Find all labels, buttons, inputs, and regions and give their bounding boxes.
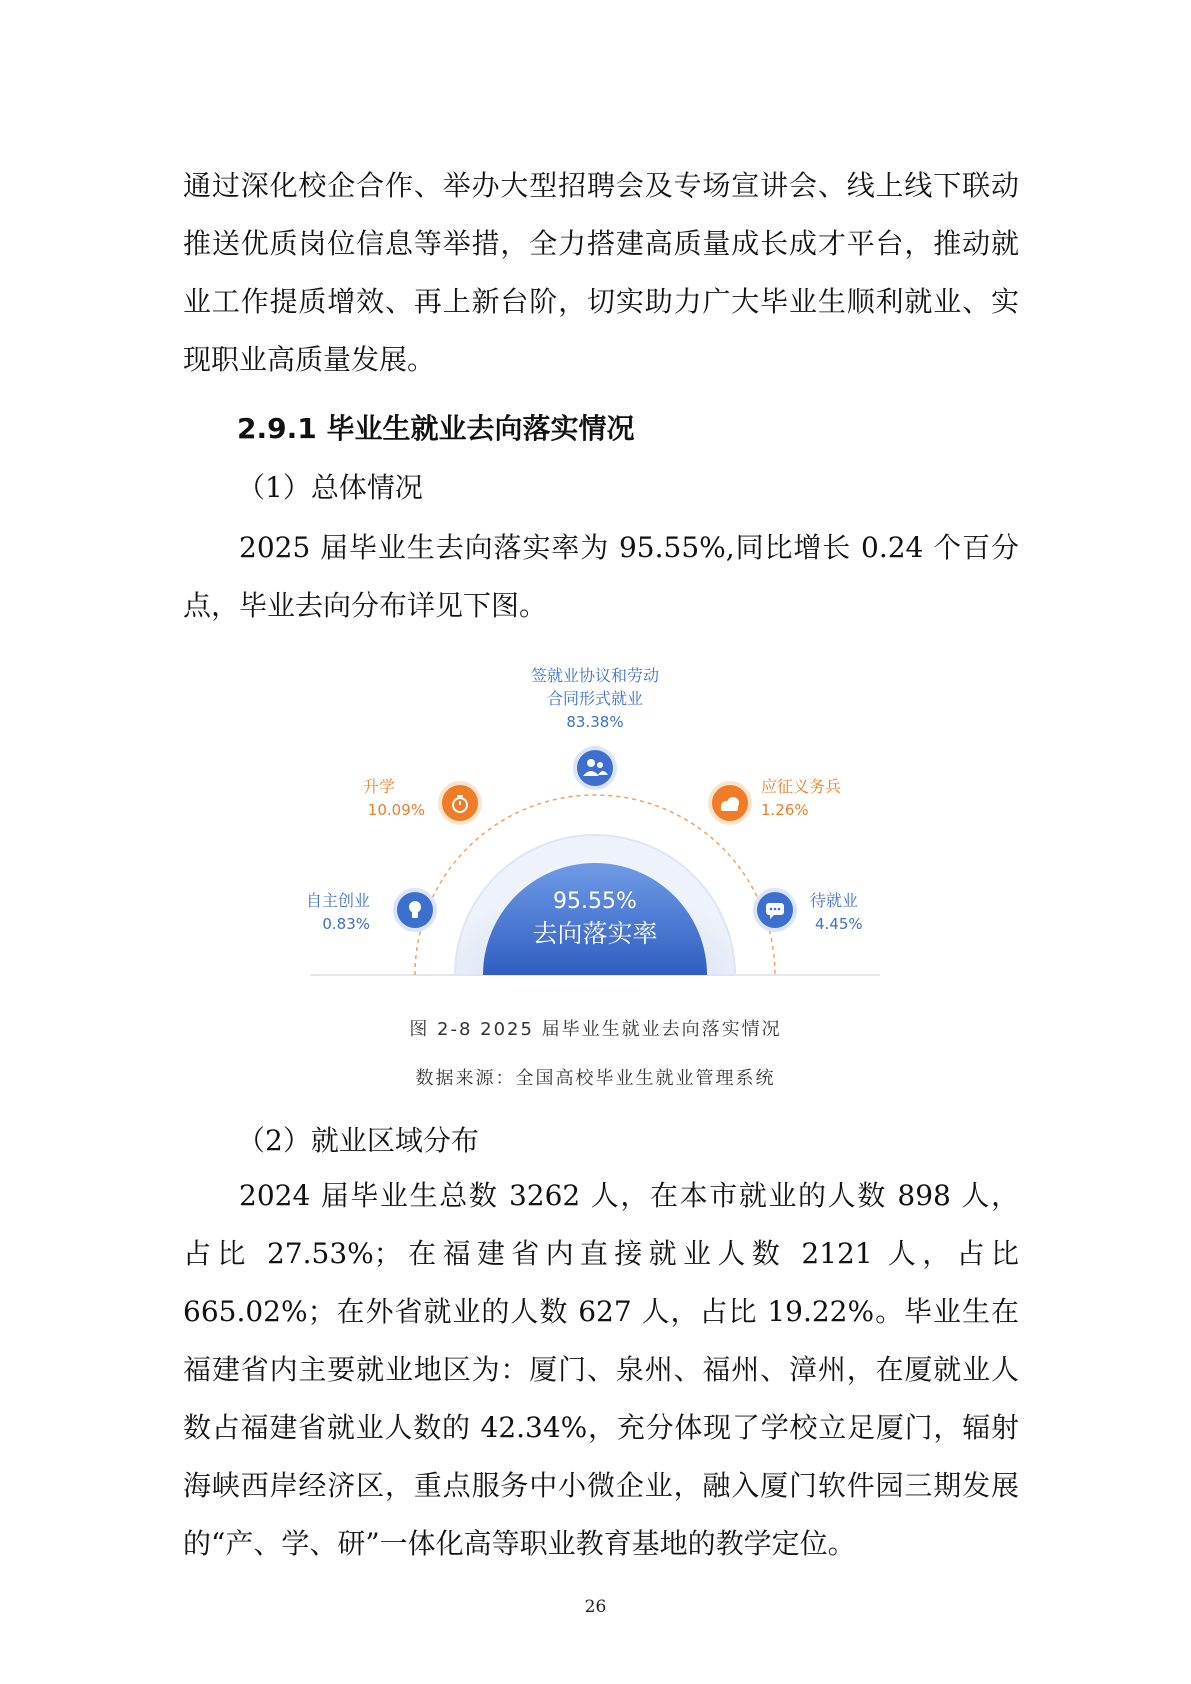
section-heading: 2.9.1 毕业生就业去向落实情况 (237, 412, 635, 445)
svg-text:83.38%: 83.38% (566, 713, 624, 731)
svg-text:自主创业: 自主创业 (305, 891, 370, 910)
svg-text:待就业: 待就业 (810, 891, 859, 910)
center-value: 95.55% (553, 889, 637, 914)
figure-source: 数据来源：全国高校毕业生就业管理系统 (415, 1068, 776, 1089)
item-self-employment (306, 890, 435, 933)
svg-text:4.45%: 4.45% (815, 915, 863, 933)
svg-text:0.83%: 0.83% (322, 915, 370, 933)
paragraph-region: 2024 届毕业生总数 3262 人，在本市就业的人数 898 人， 占比 27.53%；在福建省内直接就业人数 2121 人，占比 665.02%；在外省就业的人数 627 人，占比 19.22%。毕业生在福建省内主要就业地区为：厦门、泉州、福州、漳州，在厦就业人数占福建省就业人数的 42.34%，充分体现了学校立足厦门，辐射海峡西岸经济区，重点服务中小微企业，融入厦门软件园三期发展的“产、学、研”一体化高等职业教育基地的教学定位。 (183, 1179, 1019, 1560)
svg-text:签就业协议和劳动: 签就业协议和劳动 (530, 666, 660, 685)
center-label: 去向落实率 (532, 919, 658, 948)
svg-text:1.26%: 1.26% (761, 801, 809, 819)
svg-text:合同形式就业: 合同形式就业 (546, 689, 644, 708)
subsection-region: （2）就业区域分布 (237, 1124, 479, 1157)
figure-caption: 图 2-8 2025 届毕业生就业去向落实情况 (409, 1019, 782, 1040)
paragraph-intro: 通过深化校企合作、举办大型招聘会及专场宣讲会、线上线下联动推送优质岗位信息等举措，全力搭建高质量成长成才平台，推动就业工作提质增效、再上新台阶，切实助力广大毕业生顺利就业、实现职业高质量发展。 (183, 169, 1019, 376)
svg-text:升学: 升学 (362, 777, 395, 796)
svg-text:应征义务兵: 应征义务兵 (761, 777, 842, 796)
item-further-study (363, 777, 480, 823)
item-contract-employment (531, 666, 659, 788)
subsection-overall: （1）总体情况 (237, 471, 423, 504)
item-awaiting-employment (755, 890, 863, 933)
paragraph-overall: 2025 届毕业生去向落实率为 95.55%,同比增长 0.24 个百分点，毕业去向分布详见下图。 (183, 531, 1019, 622)
svg-text:10.09%: 10.09% (367, 801, 425, 819)
destination-figure (300, 655, 890, 985)
page-number: 26 (584, 1597, 607, 1617)
item-military-service (710, 777, 841, 823)
